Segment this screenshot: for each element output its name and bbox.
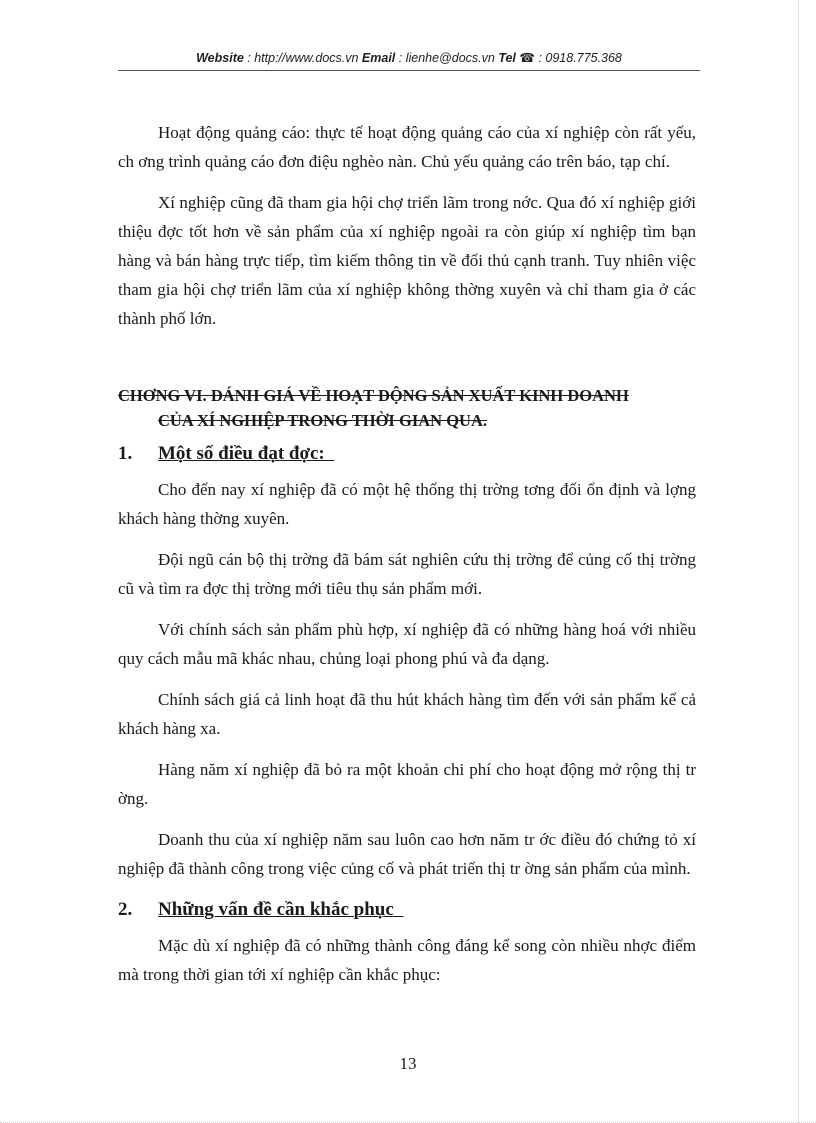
paragraph-advertising: Hoạt động quảng cáo: thực tế hoạt động quảng cáo của xí nghiệp còn rất yếu, ch ơng trình quảng cáo đơn điệu nghèo nàn. Chủ yếu quảng cáo trên báo, tạp chí. — [118, 123, 696, 171]
chapter-heading — [118, 383, 696, 433]
section-heading-1 — [118, 437, 696, 471]
paragraph-achievement-6: Doanh thu của xí nghiệp năm sau luôn cao hơn năm tr ớc điều đó chứng tỏ xí nghiệp đã thành công trong việc củng cố và phát triển thị tr ờng sản phẩm của mình. — [118, 830, 696, 878]
document-body — [118, 118, 696, 989]
website-label: Website — [196, 51, 244, 65]
header-rule — [118, 70, 700, 71]
email-value: : lienhe@docs.vn — [395, 51, 499, 65]
tel-label: Tel — [498, 51, 516, 65]
section-title: Một số điều đạt đợc: — [158, 443, 325, 464]
email-label: Email — [361, 51, 396, 65]
paragraph-issues-1: Mặc dù xí nghiệp đã có những thành công đáng kể song còn nhiều nhợc điểm mà trong thời gian tới xí nghiệp cần khắc phục: — [118, 936, 696, 984]
section-heading-2 — [118, 893, 696, 927]
paragraph-achievement-5: Hàng năm xí nghiệp đã bỏ ra một khoản chi phí cho hoạt động mở rộng thị tr ờng. — [118, 760, 696, 808]
page-header — [118, 50, 700, 65]
chapter-heading-line2: CỦA XÍ NGHIỆP TRONG THỜI GIAN QUA. — [158, 411, 487, 430]
paragraph-achievement-1: Cho đến nay xí nghiệp đã có một hệ thống thị trờng tơng đối ổn định và lợng khách hàng thờng xuyên. — [118, 480, 696, 528]
paragraph-achievement-4: Chính sách giá cả linh hoạt đã thu hút khách hàng tìm đến với sản phẩm kể cả khách hàng xa. — [118, 690, 696, 738]
website-value: : http://www.docs.vn — [243, 51, 362, 65]
section-number: 2. — [118, 899, 133, 920]
page-number: 13 — [399, 1054, 417, 1073]
paragraph-achievement-2: Đội ngũ cán bộ thị trờng đã bám sát nghiên cứu thị trờng để củng cố thị trờng cũ và tìm ra đợc thị trờng mới tiêu thụ sản phẩm mới. — [118, 550, 696, 598]
section-title: Những vấn đề cần khắc phục — [158, 899, 394, 920]
paragraph-achievement-3: Với chính sách sản phẩm phù hợp, xí nghiệp đã có những hàng hoá với nhiều quy cách mẫu mã khác nhau, chủng loại phong phú và đa dạng. — [118, 620, 696, 668]
chapter-heading-line1: CHƠNG VI. ĐÁNH GIÁ VỀ HOẠT ĐỘNG SẢN XUẤT KINH DOANH — [118, 386, 629, 405]
section-number: 1. — [118, 443, 133, 464]
phone-icon: ☎ — [519, 51, 535, 65]
page-border-right — [798, 0, 799, 1123]
tel-value: : 0918.775.368 — [534, 51, 622, 65]
paragraph-trade-fair: Xí nghiệp cũng đã tham gia hội chợ triển lãm trong nớc. Qua đó xí nghiệp giới thiệu đợc tốt hơn về sản phẩm của xí nghiệp ngoài ra còn giúp xí nghiệp tìm bạn hàng và bán hàng trực tiếp, tìm kiếm thông tin về đối thủ cạnh tranh. Tuy nhiên việc tham gia hội chợ triển lãm của xí nghiệp không thờng xuyên và chỉ tham gia ở các thành phố lớn. — [118, 193, 696, 328]
